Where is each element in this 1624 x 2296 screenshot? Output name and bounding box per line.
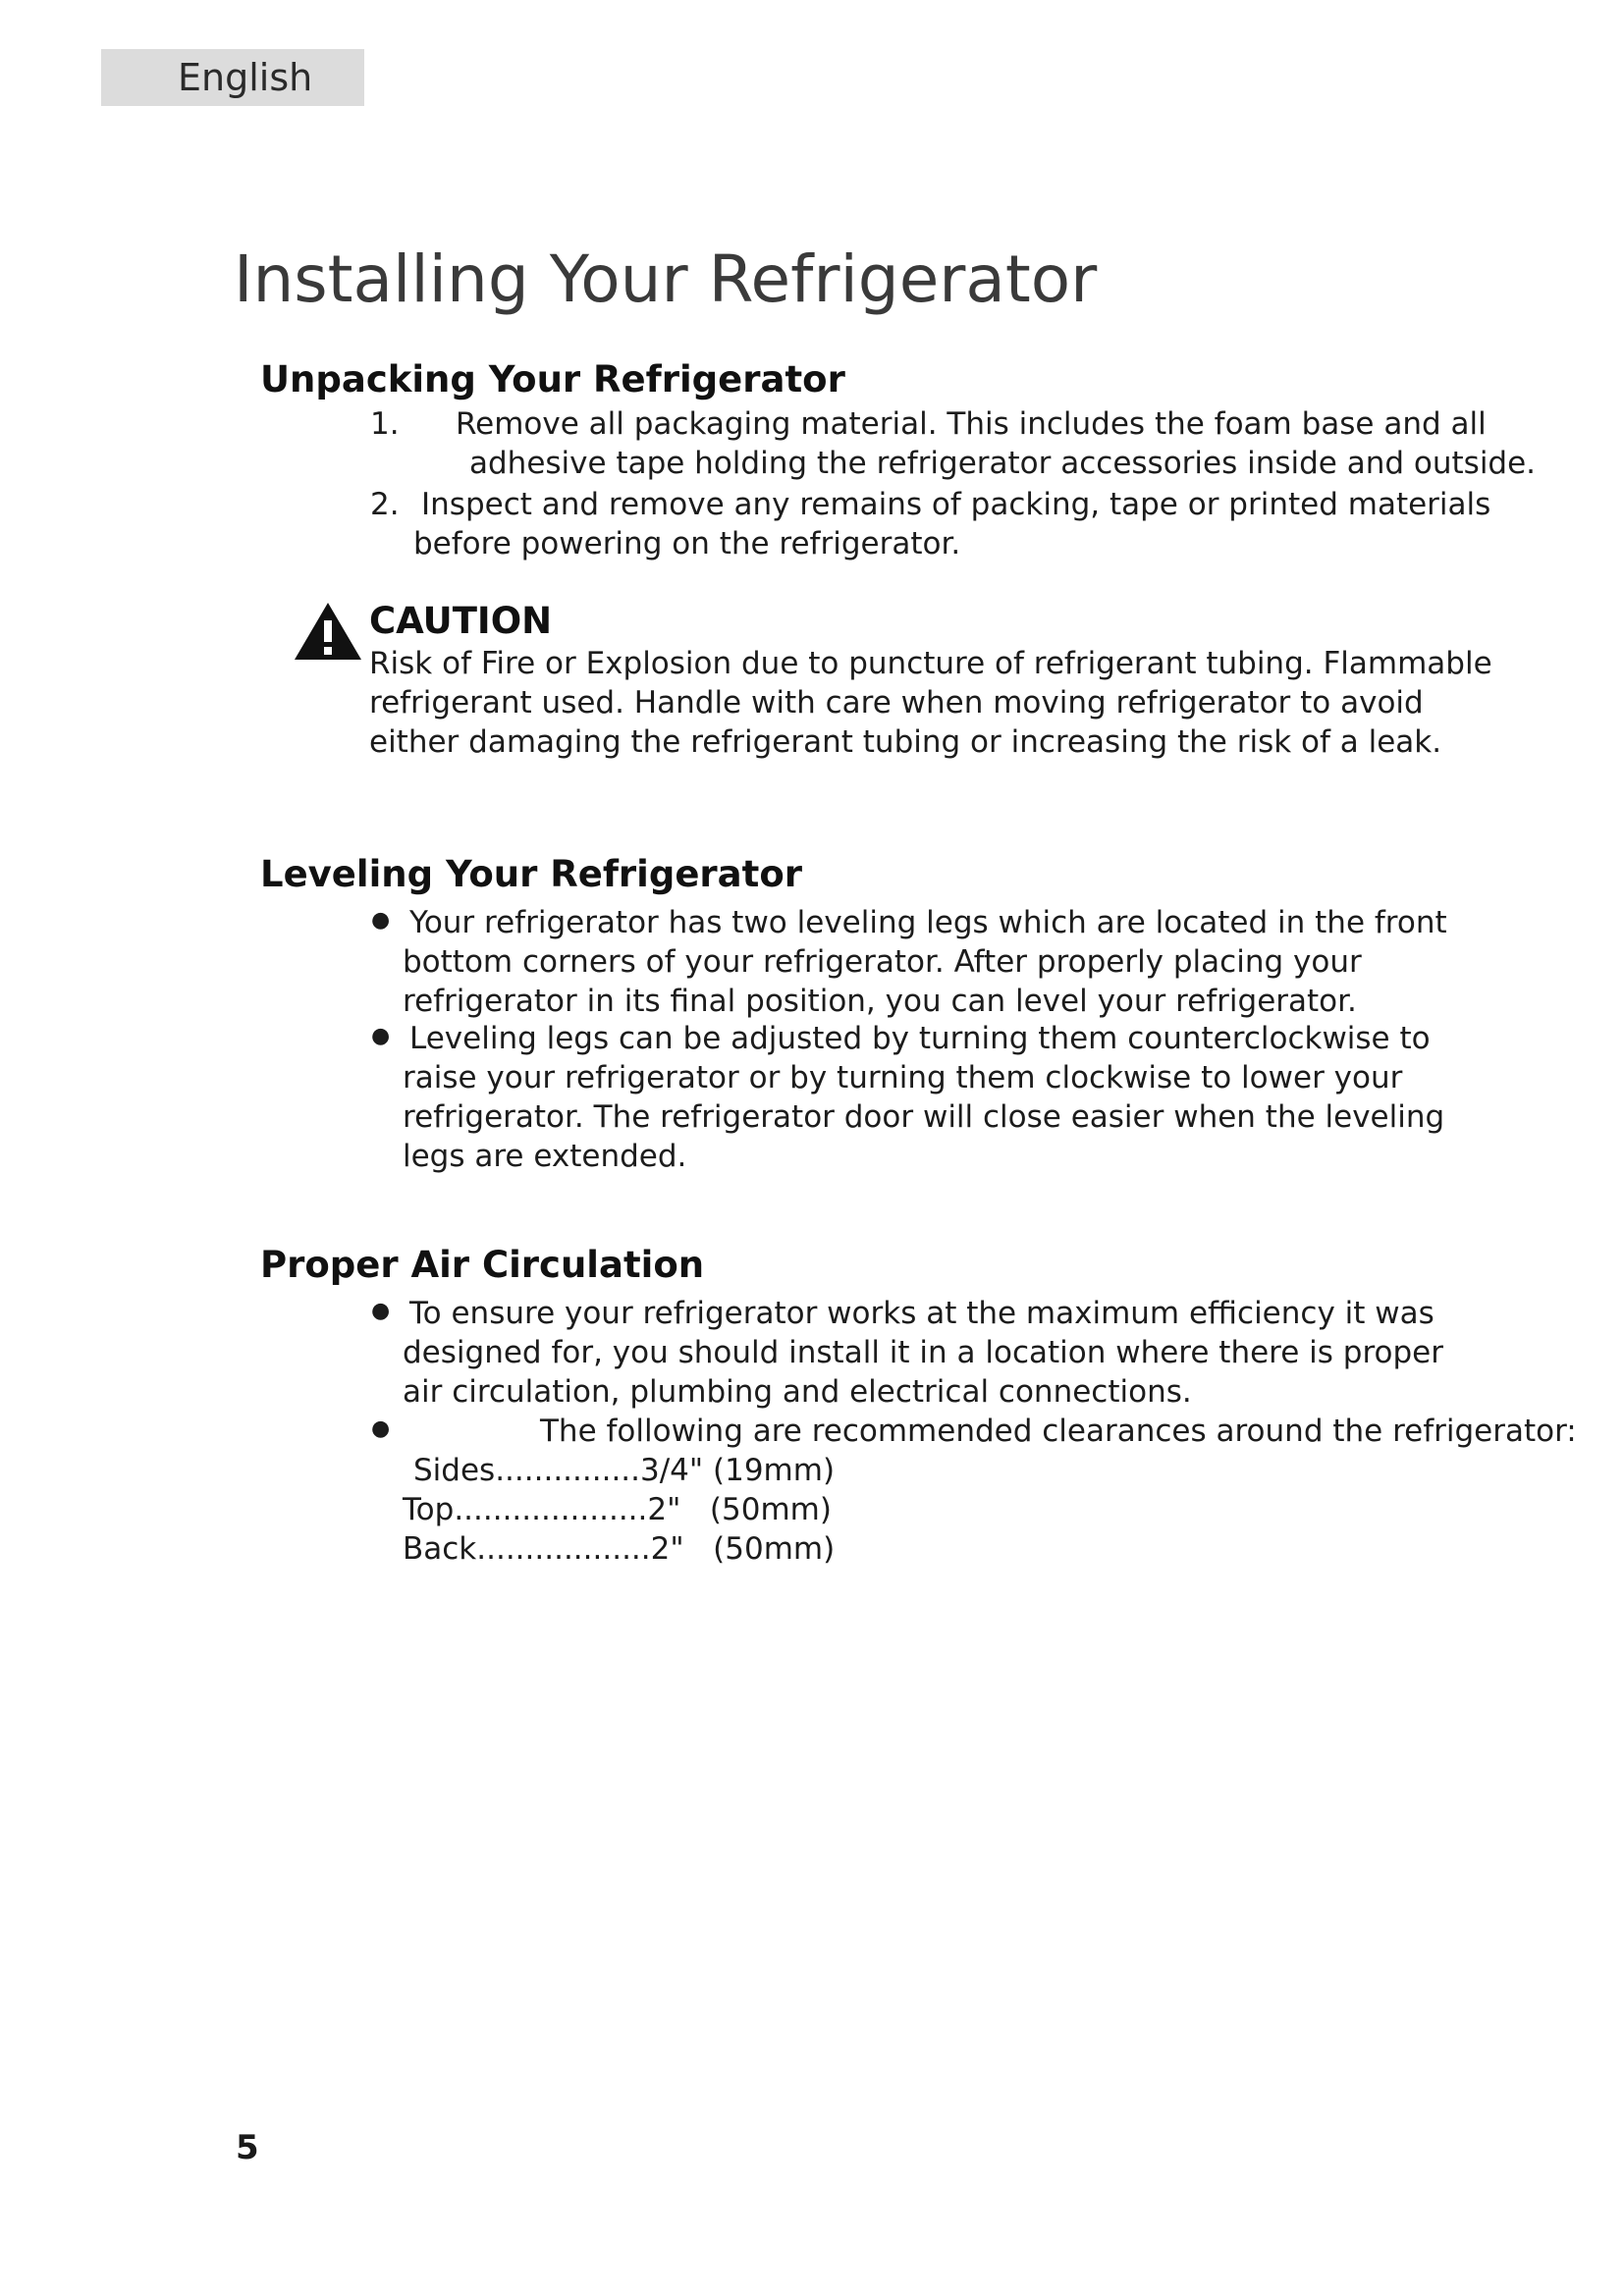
language-tab: English	[101, 49, 364, 106]
page-number: 5	[236, 2128, 259, 2167]
air-bullet-1-line-1: To ensure your refrigerator works at the maximum efficiency it was	[409, 1296, 1435, 1331]
leveling-bullet-1-line-2: bottom corners of your refrigerator. After properly placing your	[403, 944, 1362, 980]
leveling-bullet-2-line-2: raise your refrigerator or by turning them clockwise to lower your	[403, 1060, 1403, 1095]
caution-line-1: Risk of Fire or Explosion due to puncture of refrigerant tubing. Flammable	[369, 646, 1492, 681]
unpacking-item-2-line-1: Inspect and remove any remains of packing, tape or printed materials	[421, 487, 1491, 522]
caution-line-3: either damaging the refrigerant tubing or increasing the risk of a leak.	[369, 724, 1442, 760]
air-bullet-2-line-1: The following are recommended clearances around the refrigerator:	[540, 1414, 1577, 1449]
bullet-icon: ●	[371, 908, 391, 933]
clearance-top: Top....................2" (50mm)	[403, 1492, 832, 1527]
bullet-icon: ●	[371, 1299, 391, 1323]
warning-triangle-icon	[293, 601, 363, 662]
leveling-bullet-2-line-3: refrigerator. The refrigerator door will close easier when the leveling	[403, 1099, 1445, 1135]
list-marker-2: 2.	[370, 487, 400, 522]
unpacking-item-1-line-1: Remove all packaging material. This includes the foam base and all	[456, 406, 1487, 442]
leveling-bullet-2-line-4: legs are extended.	[403, 1139, 687, 1174]
caution-heading: CAUTION	[369, 600, 553, 642]
leveling-bullet-2-line-1: Leveling legs can be adjusted by turning them counterclockwise to	[409, 1021, 1431, 1056]
clearance-back: Back..................2" (50mm)	[403, 1531, 836, 1567]
leveling-bullet-1-line-1: Your refrigerator has two leveling legs which are located in the front	[409, 905, 1447, 940]
clearance-sides: Sides...............3/4" (19mm)	[413, 1453, 836, 1488]
list-marker-1: 1.	[370, 406, 400, 442]
bullet-icon: ●	[371, 1416, 391, 1441]
section-heading-unpacking: Unpacking Your Refrigerator	[260, 358, 845, 400]
air-bullet-1-line-3: air circulation, plumbing and electrical connections.	[403, 1374, 1192, 1410]
bullet-icon: ●	[371, 1024, 391, 1048]
air-bullet-1-line-2: designed for, you should install it in a location where there is proper	[403, 1335, 1443, 1370]
section-heading-leveling: Leveling Your Refrigerator	[260, 853, 803, 895]
leveling-bullet-1-line-3: refrigerator in its final position, you can level your refrigerator.	[403, 984, 1357, 1019]
unpacking-item-2-line-2: before powering on the refrigerator.	[413, 526, 961, 561]
page-title: Installing Your Refrigerator	[234, 241, 1098, 317]
caution-line-2: refrigerant used. Handle with care when moving refrigerator to avoid	[369, 685, 1424, 721]
section-heading-air-circulation: Proper Air Circulation	[260, 1244, 705, 1286]
unpacking-item-1-line-2: adhesive tape holding the refrigerator accessories inside and outside.	[469, 446, 1537, 481]
